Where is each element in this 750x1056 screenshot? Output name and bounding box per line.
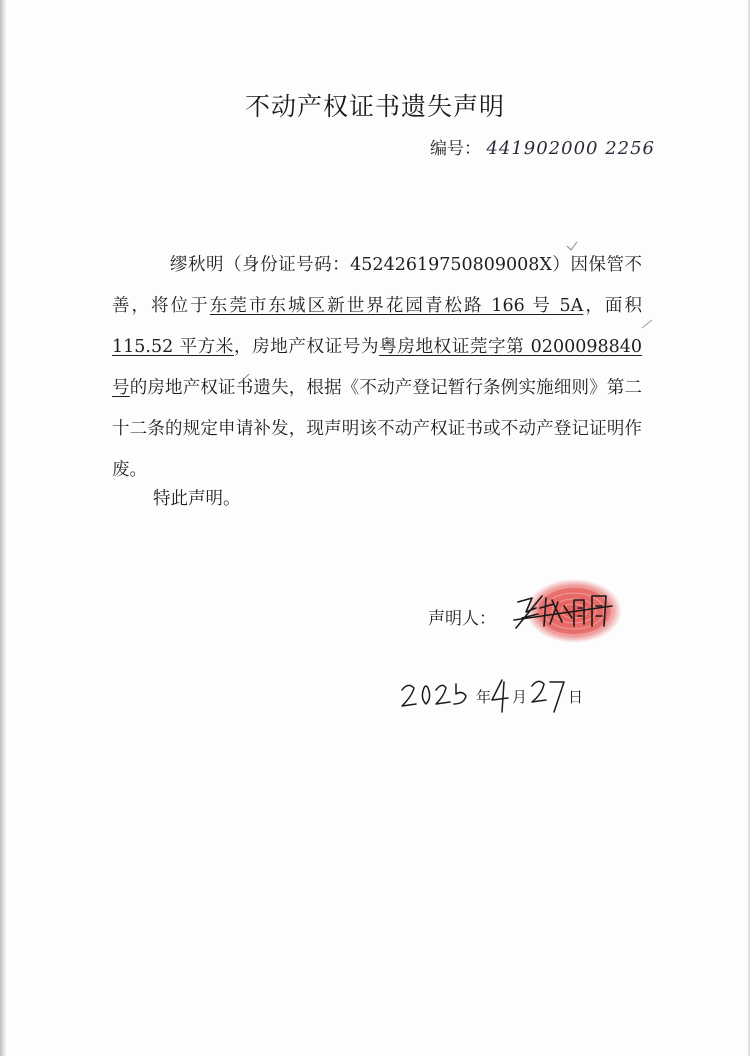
property-area: 115.52 平方米: [112, 337, 234, 357]
text-segment: ，面积: [583, 296, 642, 316]
text-segment: 因保管不善，将位于: [112, 255, 642, 316]
number-label: 编号：: [430, 139, 481, 159]
property-address: 东莞市东城区新世界花园青松路 166 号 5A: [209, 296, 584, 316]
certificate-number: 粤房地权证莞字第 0200098840 号: [112, 337, 643, 398]
svg-text:年: 年: [476, 688, 492, 706]
pen-tick-mark: [565, 240, 579, 252]
text-segment: ，房地产权证号为: [233, 337, 380, 357]
declaration-paragraph: [112, 245, 642, 491]
svg-text:日: 日: [568, 688, 584, 706]
document-title: 不动产权证书遗失声明: [244, 92, 505, 121]
pen-tick-mark: [237, 372, 251, 386]
text-segment: 的房地产权证书遗失，根据《不动产登记暂行条例实施细则》第二十二条的规定申请补发，现声明该不动产权证书或不动产登记证明作废。: [112, 378, 643, 480]
scan-shadow-left: [0, 0, 6, 1056]
pen-tick-mark: [640, 318, 654, 330]
declarant-label: 声明人：: [428, 609, 496, 629]
document-number: [430, 134, 655, 159]
declaration-body: [112, 245, 642, 491]
number-value-handwritten: 441902000 2256: [486, 138, 656, 159]
handwritten-date: [398, 672, 608, 722]
declarant-name-id: 缪秋明（身份证号码：45242619750809008X）: [170, 255, 571, 275]
closing-statement: 特此声明。: [153, 489, 241, 509]
svg-text:月: 月: [512, 688, 528, 706]
handwritten-signature: [512, 588, 616, 634]
